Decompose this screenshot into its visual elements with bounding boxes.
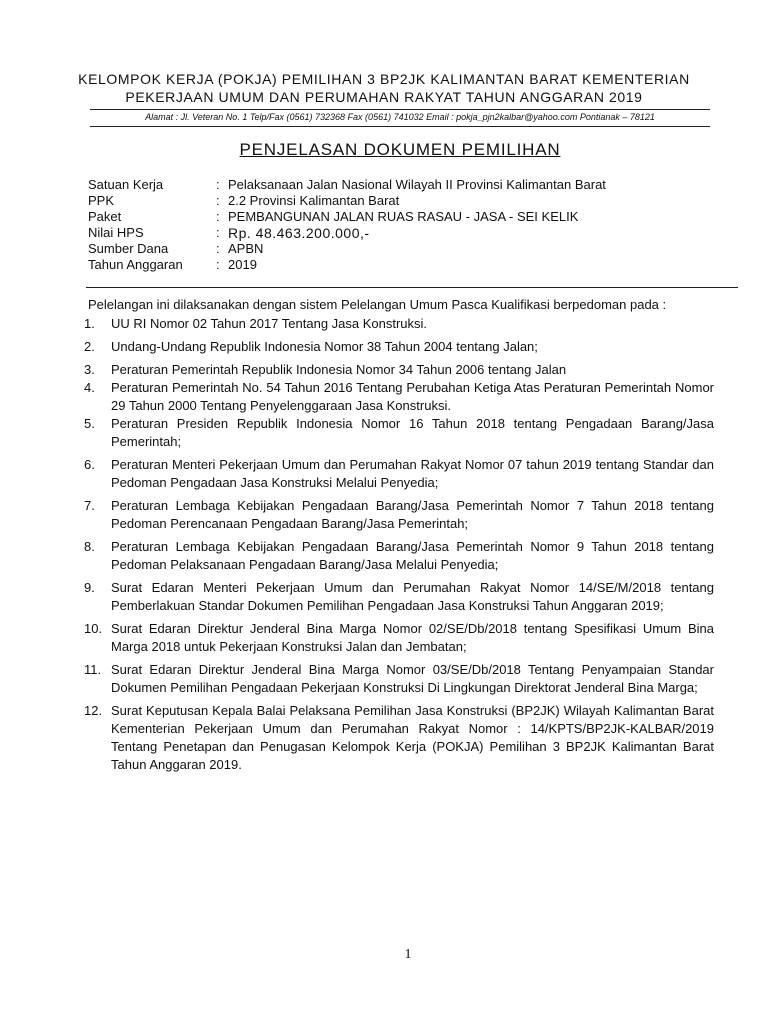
list-item-number: 9. [84, 580, 95, 595]
list-item [84, 538, 714, 574]
info-row-tahun-anggaran [88, 257, 606, 273]
letterhead-rule-bottom [90, 126, 710, 127]
list-item [84, 497, 714, 533]
list-item-number: 3. [84, 362, 95, 377]
list-item [84, 456, 714, 492]
list-item-text: Peraturan Lembaga Kebijakan Pengadaan Barang/Jasa Pemerintah Nomor 7 Tahun 2018 tentang Pedoman Perencanaan Pengadaan Barang/Jasa Pemerintah; [111, 498, 714, 531]
info-row-satuan-kerja [88, 177, 606, 193]
letterhead-rule-top [90, 109, 710, 110]
list-item [84, 702, 714, 774]
document-title: PENJELASAN DOKUMEN PEMILIHAN [239, 140, 561, 159]
list-item-text: Surat Edaran Menteri Pekerjaan Umum dan Perumahan Rakyat Nomor 14/SE/M/2018 tentang Pemberlakuan Standar Dokumen Pemilihan Pengadaan Jasa Konstruksi Tahun Anggaran 2019; [111, 580, 714, 613]
list-item-number: 2. [84, 339, 95, 354]
info-value: 2019 [228, 257, 257, 272]
list-item [84, 379, 714, 415]
list-item-text: Undang-Undang Republik Indonesia Nomor 38 Tahun 2004 tentang Jalan; [111, 339, 538, 354]
info-value: PEMBANGUNAN JALAN RUAS RASAU - JASA - SEI KELIK [228, 209, 579, 224]
list-item-number: 7. [84, 498, 95, 513]
info-separator: : [216, 257, 220, 272]
letterhead-title-line-1: KELOMPOK KERJA (POKJA) PEMILIHAN 3 BP2JK KALIMANTAN BARAT KEMENTERIAN [78, 71, 690, 87]
info-separator: : [216, 225, 220, 240]
list-item [84, 579, 714, 615]
section-divider [86, 287, 738, 288]
list-item-text: Peraturan Presiden Republik Indonesia Nomor 16 Tahun 2018 tentang Pengadaan Barang/Jasa Pemerintah; [111, 416, 714, 449]
intro-paragraph: Pelelangan ini dilaksanakan dengan sistem Pelelangan Umum Pasca Kualifikasi berpedoman pada : [88, 297, 667, 312]
info-label: PPK [88, 193, 115, 208]
list-item [84, 315, 714, 333]
letterhead-title [60, 70, 708, 106]
page-number: 1 [404, 947, 412, 962]
info-row-ppk [88, 193, 606, 209]
list-item [84, 338, 714, 356]
info-label: Nilai HPS [88, 225, 144, 240]
info-label: Paket [88, 209, 122, 224]
info-value: 2.2 Provinsi Kalimantan Barat [228, 193, 400, 208]
letterhead-address: Alamat : Jl. Veteran No. 1 Telp/Fax (0561) 732368 Fax (0561) 741032 Email : pokja_pjn2kalbar@yahoo.com Pontianak – 78121 [145, 112, 655, 122]
list-item [84, 620, 714, 656]
info-label: Satuan Kerja [88, 177, 164, 192]
list-item-text: Surat Edaran Direktur Jenderal Bina Marga Nomor 03/SE/Db/2018 Tentang Penyampaian Standar Dokumen Pemilihan Pengadaan Pekerjaan Konstruksi Di Lingkungan Direktorat Jenderal Bina Marga; [111, 662, 714, 695]
list-item [84, 415, 714, 451]
info-row-paket [88, 209, 606, 225]
info-value: Pelaksanaan Jalan Nasional Wilayah II Provinsi Kalimantan Barat [228, 177, 606, 192]
list-item [84, 361, 714, 379]
package-info-block [88, 177, 606, 273]
info-row-nilai-hps [88, 225, 606, 241]
list-item-number: 1. [84, 316, 95, 331]
list-item-number: 6. [84, 457, 95, 472]
info-label: Tahun Anggaran [88, 257, 183, 272]
info-row-sumber-dana [88, 241, 606, 257]
list-item-text: Surat Edaran Direktur Jenderal Bina Marga Nomor 02/SE/Db/2018 tentang Spesifikasi Umum Bina Marga 2018 untuk Pekerjaan Konstruksi Jalan dan Jembatan; [111, 621, 714, 654]
list-item-text: Peraturan Pemerintah Republik Indonesia Nomor 34 Tahun 2006 tentang Jalan [111, 362, 567, 377]
info-separator: : [216, 177, 220, 192]
list-item-number: 8. [84, 539, 95, 554]
list-item-text: Peraturan Lembaga Kebijakan Pengadaan Barang/Jasa Pemerintah Nomor 9 Tahun 2018 tentang Pedoman Pelaksanaan Pengadaan Barang/Jasa Melalui Penyedia; [111, 539, 714, 572]
list-item-number: 10. [84, 621, 103, 636]
list-item-number: 5. [84, 416, 95, 431]
info-value: Rp. 48.463.200.000,- [228, 225, 370, 241]
info-value: APBN [228, 241, 264, 256]
list-item-number: 11. [84, 662, 102, 677]
list-item-text: Surat Keputusan Kepala Balai Pelaksana Pemilihan Jasa Konstruksi (BP2JK) Wilayah Kalimantan Barat Kementerian Pekerjaan Umum dan Perumahan Rakyat Nomor : 14/KPTS/BP2JK-KALBAR/2019 Tentang Penetapan dan Penugasan Kelompok Kerja (POKJA) Pemilihan 3 BP2JK Kalimantan Barat Tahun Anggaran 2019. [111, 703, 714, 772]
list-item-text: UU RI Nomor 02 Tahun 2017 Tentang Jasa Konstruksi. [111, 316, 428, 331]
regulation-list [84, 315, 714, 779]
info-label: Sumber Dana [88, 241, 169, 256]
list-item-text: Peraturan Menteri Pekerjaan Umum dan Perumahan Rakyat Nomor 07 tahun 2019 tentang Standar dan Pedoman Pengadaan Jasa Konstruksi Melalui Penyedia; [111, 457, 714, 490]
letterhead-title-line-2: PEKERJAAN UMUM DAN PERUMAHAN RAKYAT TAHUN ANGGARAN 2019 [125, 89, 643, 105]
list-item-number: 12. [84, 703, 103, 718]
list-item-number: 4. [84, 380, 95, 395]
info-separator: : [216, 209, 220, 224]
info-separator: : [216, 193, 220, 208]
info-separator: : [216, 241, 220, 256]
list-item-text: Peraturan Pemerintah No. 54 Tahun 2016 Tentang Perubahan Ketiga Atas Peraturan Pemerintah Nomor 29 Tahun 2000 Tentang Penyelenggaraan Jasa Konstruksi. [111, 380, 714, 413]
list-item [84, 661, 714, 697]
